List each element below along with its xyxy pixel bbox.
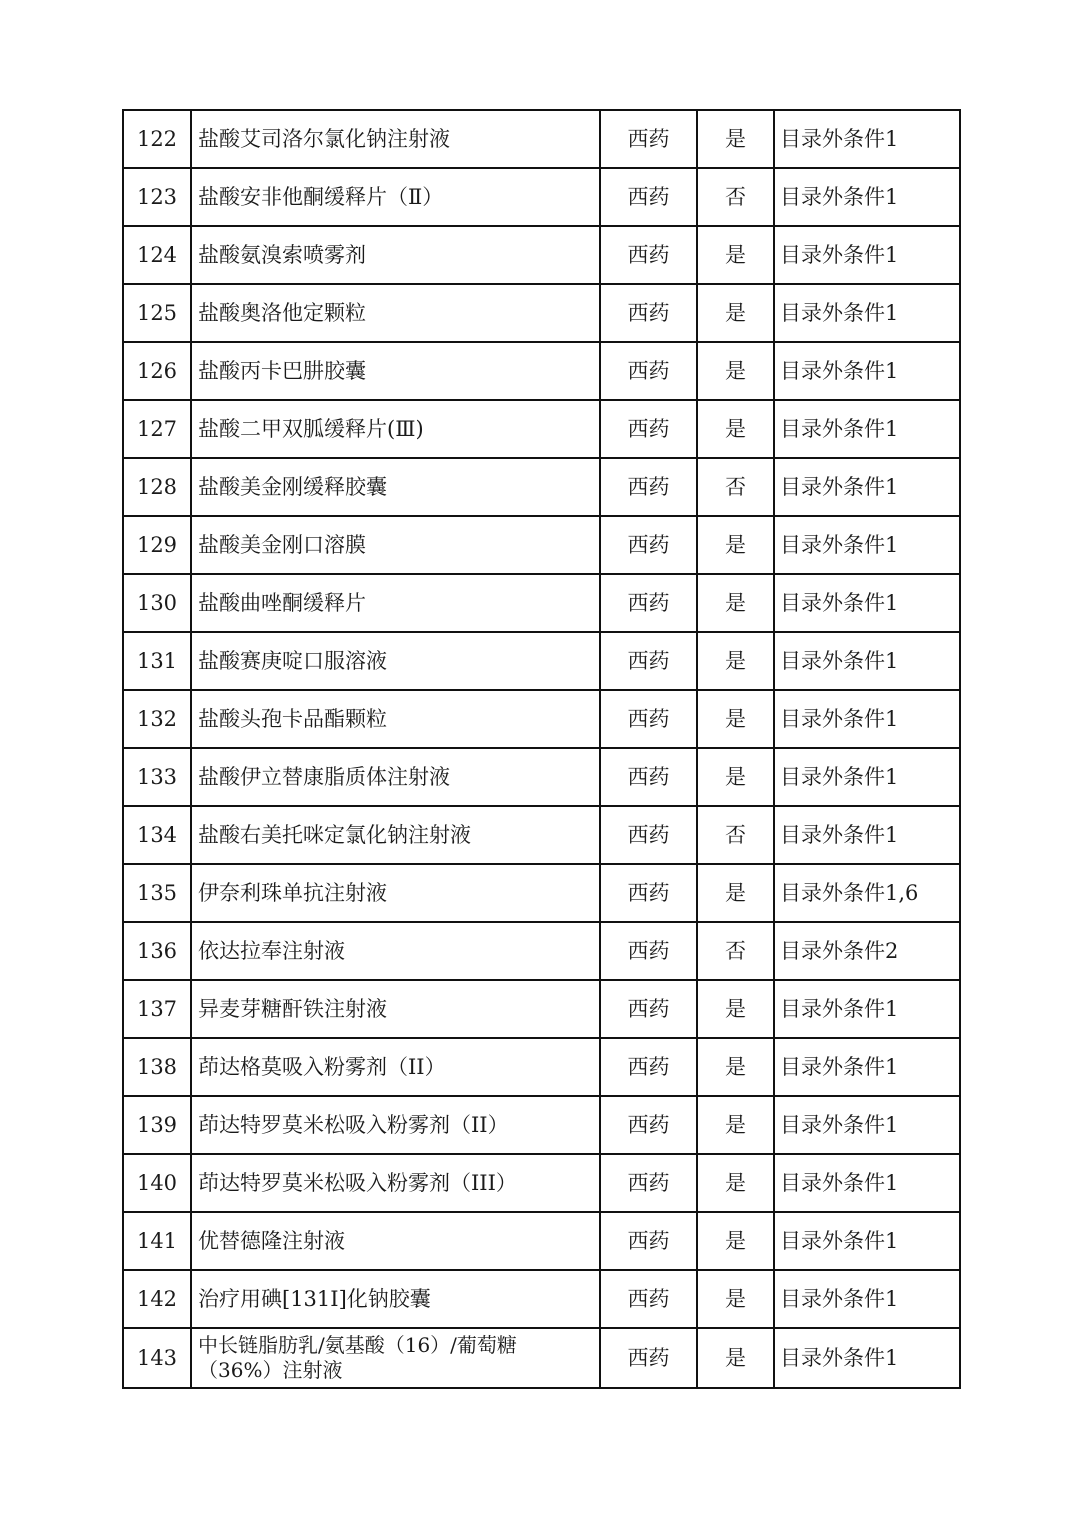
table-row	[123, 922, 960, 980]
flag-cell: 是	[697, 690, 774, 748]
drug-type-cell: 西药	[600, 1328, 697, 1388]
drug-type-cell: 西药	[600, 1270, 697, 1328]
drug-name-cell: 治疗用碘[131I]化钠胶囊	[191, 1270, 600, 1328]
table-row	[123, 980, 960, 1038]
flag-cell: 是	[697, 748, 774, 806]
row-number-cell: 127	[123, 400, 191, 458]
drug-name-cell: 盐酸丙卡巴肼胶囊	[191, 342, 600, 400]
drug-type-cell: 西药	[600, 458, 697, 516]
condition-cell: 目录外条件1	[774, 284, 960, 342]
drug-name-cell: 盐酸美金刚缓释胶囊	[191, 458, 600, 516]
table-row	[123, 690, 960, 748]
condition-cell: 目录外条件2	[774, 922, 960, 980]
drug-type-cell: 西药	[600, 1038, 697, 1096]
condition-cell: 目录外条件1	[774, 168, 960, 226]
drug-type-cell: 西药	[600, 922, 697, 980]
table-row	[123, 574, 960, 632]
row-number-cell: 142	[123, 1270, 191, 1328]
row-number-cell: 134	[123, 806, 191, 864]
drug-type-cell: 西药	[600, 748, 697, 806]
row-number-cell: 125	[123, 284, 191, 342]
table-row	[123, 1270, 960, 1328]
row-number-cell: 135	[123, 864, 191, 922]
drug-name-cell: 盐酸安非他酮缓释片（Ⅱ）	[191, 168, 600, 226]
flag-cell: 是	[697, 342, 774, 400]
drug-name-cell: 盐酸右美托咪定氯化钠注射液	[191, 806, 600, 864]
table-row	[123, 226, 960, 284]
flag-cell: 是	[697, 1328, 774, 1388]
drug-type-cell: 西药	[600, 980, 697, 1038]
flag-cell: 是	[697, 1154, 774, 1212]
table-row	[123, 1096, 960, 1154]
flag-cell: 是	[697, 1212, 774, 1270]
condition-cell: 目录外条件1	[774, 1154, 960, 1212]
row-number-cell: 128	[123, 458, 191, 516]
drug-name-text: 中长链脂肪乳/氨基酸（16）/葡萄糖（36%）注射液	[198, 1333, 517, 1382]
table-row	[123, 168, 960, 226]
table-row	[123, 342, 960, 400]
flag-cell: 是	[697, 284, 774, 342]
table-row	[123, 748, 960, 806]
row-number-cell: 136	[123, 922, 191, 980]
table-row	[123, 1212, 960, 1270]
row-number-cell: 139	[123, 1096, 191, 1154]
flag-cell: 是	[697, 400, 774, 458]
drug-name-cell: 盐酸奥洛他定颗粒	[191, 284, 600, 342]
condition-cell: 目录外条件1	[774, 690, 960, 748]
row-number-cell: 133	[123, 748, 191, 806]
drug-name-cell: 优替德隆注射液	[191, 1212, 600, 1270]
table-row	[123, 458, 960, 516]
condition-cell: 目录外条件1	[774, 632, 960, 690]
condition-cell: 目录外条件1	[774, 748, 960, 806]
condition-cell: 目录外条件1	[774, 1096, 960, 1154]
condition-cell: 目录外条件1	[774, 516, 960, 574]
drug-type-cell: 西药	[600, 1154, 697, 1212]
row-number-cell: 123	[123, 168, 191, 226]
drug-type-cell: 西药	[600, 864, 697, 922]
row-number-cell: 138	[123, 1038, 191, 1096]
flag-cell: 是	[697, 574, 774, 632]
condition-cell: 目录外条件1	[774, 980, 960, 1038]
table-row	[123, 632, 960, 690]
flag-cell: 是	[697, 1096, 774, 1154]
drug-type-cell: 西药	[600, 400, 697, 458]
table-row	[123, 1328, 960, 1388]
drug-type-cell: 西药	[600, 690, 697, 748]
flag-cell: 否	[697, 168, 774, 226]
flag-cell: 否	[697, 806, 774, 864]
drug-name-cell: 茚达特罗莫米松吸入粉雾剂（II）	[191, 1096, 600, 1154]
flag-cell: 是	[697, 980, 774, 1038]
drug-list-table-body	[123, 110, 960, 1388]
drug-type-cell: 西药	[600, 1096, 697, 1154]
row-number-cell: 132	[123, 690, 191, 748]
table-row	[123, 1154, 960, 1212]
condition-cell: 目录外条件1	[774, 1038, 960, 1096]
drug-name-cell: 异麦芽糖酐铁注射液	[191, 980, 600, 1038]
drug-type-cell: 西药	[600, 574, 697, 632]
row-number-cell: 130	[123, 574, 191, 632]
flag-cell: 否	[697, 922, 774, 980]
drug-name-cell: 盐酸二甲双胍缓释片(Ⅲ)	[191, 400, 600, 458]
drug-type-cell: 西药	[600, 1212, 697, 1270]
table-row	[123, 110, 960, 168]
drug-type-cell: 西药	[600, 226, 697, 284]
drug-name-cell	[191, 1328, 600, 1388]
condition-cell: 目录外条件1	[774, 574, 960, 632]
table-row	[123, 806, 960, 864]
drug-name-cell: 盐酸曲唑酮缓释片	[191, 574, 600, 632]
drug-type-cell: 西药	[600, 168, 697, 226]
drug-name-cell: 茚达格莫吸入粉雾剂（II）	[191, 1038, 600, 1096]
drug-type-cell: 西药	[600, 516, 697, 574]
drug-type-cell: 西药	[600, 342, 697, 400]
drug-name-cell: 伊奈利珠单抗注射液	[191, 864, 600, 922]
row-number-cell: 129	[123, 516, 191, 574]
condition-cell: 目录外条件1	[774, 458, 960, 516]
drug-name-cell: 盐酸美金刚口溶膜	[191, 516, 600, 574]
drug-name-cell: 盐酸伊立替康脂质体注射液	[191, 748, 600, 806]
condition-cell: 目录外条件1,6	[774, 864, 960, 922]
table-row	[123, 516, 960, 574]
drug-type-cell: 西药	[600, 806, 697, 864]
row-number-cell: 137	[123, 980, 191, 1038]
table-row	[123, 284, 960, 342]
drug-type-cell: 西药	[600, 632, 697, 690]
drug-name-cell: 盐酸头孢卡品酯颗粒	[191, 690, 600, 748]
drug-type-cell: 西药	[600, 110, 697, 168]
flag-cell: 否	[697, 458, 774, 516]
condition-cell: 目录外条件1	[774, 342, 960, 400]
condition-cell: 目录外条件1	[774, 400, 960, 458]
row-number-cell: 140	[123, 1154, 191, 1212]
row-number-cell: 126	[123, 342, 191, 400]
drug-name-cell: 盐酸艾司洛尔氯化钠注射液	[191, 110, 600, 168]
table-row	[123, 864, 960, 922]
drug-name-cell: 盐酸氨溴索喷雾剂	[191, 226, 600, 284]
condition-cell: 目录外条件1	[774, 1212, 960, 1270]
row-number-cell: 143	[123, 1328, 191, 1388]
flag-cell: 是	[697, 864, 774, 922]
flag-cell: 是	[697, 516, 774, 574]
flag-cell: 是	[697, 226, 774, 284]
row-number-cell: 124	[123, 226, 191, 284]
table-row	[123, 1038, 960, 1096]
condition-cell: 目录外条件1	[774, 110, 960, 168]
drug-list-table	[122, 109, 961, 1389]
condition-cell: 目录外条件1	[774, 226, 960, 284]
flag-cell: 是	[697, 1270, 774, 1328]
flag-cell: 是	[697, 632, 774, 690]
condition-cell: 目录外条件1	[774, 1328, 960, 1388]
drug-name-cell: 盐酸赛庚啶口服溶液	[191, 632, 600, 690]
row-number-cell: 141	[123, 1212, 191, 1270]
flag-cell: 是	[697, 110, 774, 168]
row-number-cell: 131	[123, 632, 191, 690]
table-row	[123, 400, 960, 458]
drug-name-cell: 茚达特罗莫米松吸入粉雾剂（III）	[191, 1154, 600, 1212]
drug-type-cell: 西药	[600, 284, 697, 342]
flag-cell: 是	[697, 1038, 774, 1096]
drug-name-cell: 依达拉奉注射液	[191, 922, 600, 980]
row-number-cell: 122	[123, 110, 191, 168]
condition-cell: 目录外条件1	[774, 806, 960, 864]
condition-cell: 目录外条件1	[774, 1270, 960, 1328]
